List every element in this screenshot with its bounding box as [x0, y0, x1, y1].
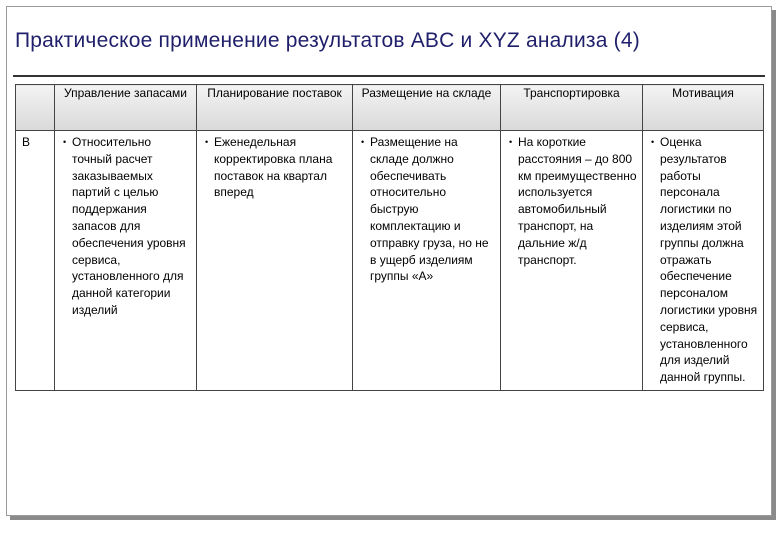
- cell-text: Оценка результатов работы персонала логистики по изделиям этой группы должна отражать обеспечение персоналом логистики уровня сервиса, установленного для изделий данной группы.: [660, 135, 758, 385]
- cell-text: Относительно точный расчет заказываемых партий с целью поддержания запасов для обеспечения уровня сервиса, установленного для данной категории изделий: [72, 135, 186, 317]
- slide: [6, 6, 772, 516]
- header-motivation: Мотивация: [643, 85, 764, 131]
- analysis-table: [15, 84, 764, 391]
- bullet-icon: •: [361, 137, 365, 147]
- header-transportation: Транспортировка: [501, 85, 643, 131]
- header-warehouse-placement: Размещение на складе: [353, 85, 501, 131]
- header-corner-cell: [16, 85, 55, 131]
- cell-text: На короткие расстояния – до 800 км преимущественно используется автомобильный транспорт, на дальние ж/д транспорт.: [518, 135, 637, 267]
- cell-inventory-management: [55, 131, 197, 391]
- title-divider: [13, 75, 765, 77]
- slide-title: Практическое применение результатов ABC и XYZ анализа (4): [15, 29, 640, 52]
- bullet-icon: •: [205, 137, 209, 147]
- table-row: [16, 131, 764, 391]
- cell-supply-planning: [197, 131, 353, 391]
- table-header-row: [16, 85, 764, 131]
- cell-transportation: [501, 131, 643, 391]
- cell-warehouse-placement: [353, 131, 501, 391]
- cell-motivation: [643, 131, 764, 391]
- row-label-b: B: [16, 131, 55, 391]
- bullet-icon: •: [509, 137, 513, 147]
- header-inventory-management: Управление запасами: [55, 85, 197, 131]
- cell-text: Размещение на складе должно обеспечивать относительно быструю комплектацию и отправку груза, но не в ущерб изделиям группы «А»: [370, 135, 489, 284]
- header-supply-planning: Планирование поставок: [197, 85, 353, 131]
- bullet-icon: •: [63, 137, 67, 147]
- bullet-icon: •: [651, 137, 655, 147]
- cell-text: Еженедельная корректировка плана поставок на квартал вперед: [214, 135, 333, 200]
